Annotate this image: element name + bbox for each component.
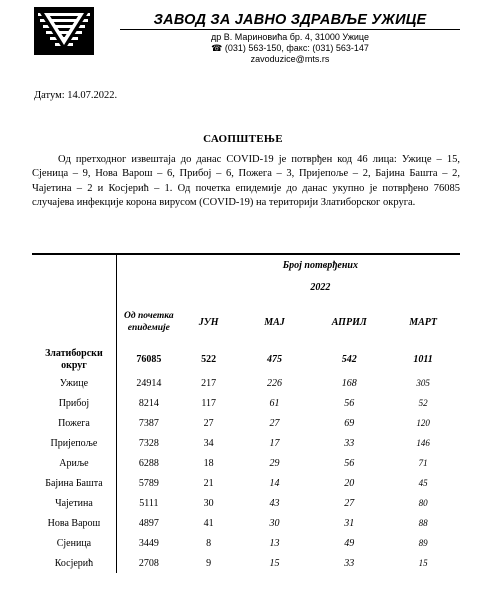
institution-phone: ☎ (031) 563-150, факс: (031) 563-147	[211, 43, 369, 53]
table-cell: 6288	[138, 457, 159, 469]
table-cell: 43	[269, 497, 280, 509]
announcement-paragraph: Од претходног извештаја до данас COVID-19 је потврђен код 46 лица: Ужице – 15, Сјеница – 9, Нова Варош – 6, Прибој – 6, Пожега – 3, Пријепоље – 2, Бајина Башта – 2, Чајетина – 2 и Косјерић – 1. Од почетка епидемије до данас укупно је потврђено 76085 случајева инфекције корона вирусом (COVID-19) на територији Златиборског округа.	[32, 154, 460, 208]
col-month: ЈУН	[198, 316, 219, 328]
region-name: Златиборски округ	[32, 346, 116, 373]
table-cell: 80	[418, 498, 428, 508]
institution-email: zavoduzice@mts.rs	[250, 54, 330, 64]
cases-table	[32, 253, 460, 573]
table-cell: 7328	[138, 437, 159, 449]
municipality-name: Чајетина	[32, 493, 116, 513]
table-cell: 117	[201, 397, 216, 409]
table-row	[32, 413, 460, 433]
table-cell: 69	[344, 417, 355, 429]
region-row	[32, 346, 460, 373]
table-row	[32, 513, 460, 533]
col-since-start: Од почетка епидемије	[124, 311, 174, 333]
table-cell: 2708	[138, 557, 159, 569]
table-row	[32, 393, 460, 413]
table-cell: 475	[266, 354, 282, 365]
table-cell: 30	[203, 497, 214, 509]
table-row	[32, 533, 460, 553]
municipality-name: Пријепоље	[32, 433, 116, 453]
table-cell: 217	[201, 377, 217, 389]
table-cell: 8214	[138, 397, 159, 409]
table-row	[32, 453, 460, 473]
municipality-name: Нова Варош	[32, 513, 116, 533]
table-cell: 52	[418, 398, 428, 408]
table-cell: 33	[344, 437, 355, 449]
table-cell: 226	[266, 377, 282, 389]
table-cell: 21	[203, 477, 214, 489]
table-cell: 89	[418, 538, 428, 548]
table-cell: 20	[344, 477, 355, 489]
table-cell: 33	[344, 557, 355, 569]
table-header-row	[32, 254, 460, 276]
table-cell: 41	[203, 517, 214, 529]
institution-address: др В. Мариновића бр. 4, 31000 Ужице	[211, 32, 369, 42]
table-cell: 56	[344, 397, 355, 409]
col-month: МАЈ	[264, 316, 285, 328]
table-cell: 5789	[138, 477, 159, 489]
announcement-title: САОПШТЕЊЕ	[203, 133, 283, 145]
table-cell: 1011	[413, 354, 433, 365]
table-cell: 18	[203, 457, 214, 469]
institute-logo-icon	[34, 7, 94, 55]
table-cell: 5111	[139, 497, 159, 509]
header-divider	[120, 29, 460, 30]
municipality-name: Прибој	[32, 393, 116, 413]
institution-name: ЗАВОД ЗА ЈАВНО ЗДРАВЉЕ УЖИЦЕ	[153, 12, 427, 28]
table-cell: 13	[269, 537, 280, 549]
municipality-name: Сјеница	[32, 533, 116, 553]
document-date: Датум: 14.07.2022.	[34, 90, 118, 101]
municipality-name: Ариље	[32, 453, 116, 473]
table-row	[32, 553, 460, 573]
table-cell: 8	[206, 537, 212, 549]
table-cell: 88	[418, 518, 428, 528]
table-cell: 305	[416, 378, 430, 388]
table-cell: 542	[341, 354, 357, 365]
table-cell: 7387	[138, 417, 159, 429]
municipality-name: Ужице	[32, 373, 116, 393]
table-cell: 14	[269, 477, 280, 489]
confirmed-group-header: Број потврђених	[181, 254, 460, 276]
municipality-name: Косјерић	[32, 553, 116, 573]
table-cell: 34	[203, 437, 214, 449]
table-cell: 27	[269, 417, 280, 429]
table-row	[32, 373, 460, 393]
municipality-name: Бајина Башта	[32, 473, 116, 493]
table-cell: 71	[418, 458, 428, 468]
table-cell: 3449	[138, 537, 159, 549]
table-cell: 29	[269, 457, 280, 469]
col-month: МАРТ	[409, 316, 437, 328]
table-cell: 45	[418, 478, 428, 488]
table-row	[32, 473, 460, 493]
table-cell: 9	[206, 557, 212, 569]
table-cell: 49	[344, 537, 355, 549]
table-cell: 120	[416, 418, 430, 428]
table-cell: 15	[269, 557, 280, 569]
table-row	[32, 493, 460, 513]
table-cell: 27	[203, 417, 214, 429]
table-cell: 4897	[138, 517, 159, 529]
table-cell: 27	[344, 497, 355, 509]
table-cell: 31	[344, 517, 355, 529]
year-header: 2022	[310, 281, 331, 293]
col-month: АПРИЛ	[331, 316, 367, 328]
table-cell: 168	[341, 377, 357, 389]
table-cell: 24914	[136, 377, 162, 389]
table-cell: 61	[269, 397, 280, 409]
table-cell: 146	[416, 438, 430, 448]
table-cell: 522	[201, 354, 217, 365]
table-cell: 15	[418, 558, 428, 568]
table-cell: 76085	[136, 354, 162, 365]
table-cell: 17	[269, 437, 280, 449]
table-cell: 30	[269, 517, 280, 529]
municipality-name: Пожега	[32, 413, 116, 433]
table-cell: 56	[344, 457, 355, 469]
table-row	[32, 433, 460, 453]
